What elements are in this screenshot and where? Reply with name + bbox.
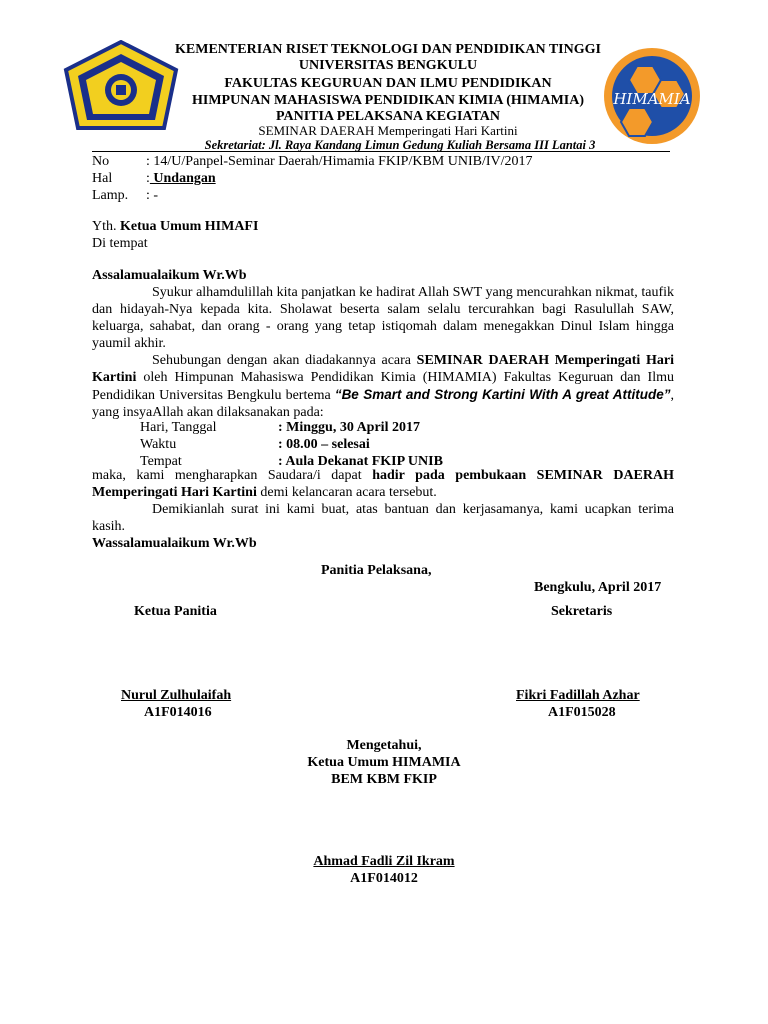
head-name-wrap [284, 853, 484, 870]
event-place-value: : Aula Dekanat FKIP UNIB [278, 454, 443, 469]
head-name: Ahmad Fadli Zil Ikram [313, 854, 455, 869]
header-divider [92, 151, 670, 152]
event-time-label: Waktu [140, 437, 177, 452]
head-title: Ketua Umum HIMAMIA [307, 755, 461, 770]
event-name: SEMINAR DAERAH Memperingati Hari Kartini [92, 353, 674, 385]
recipient-line [92, 218, 258, 235]
p2-text-a: Sehubungan dengan akan diadakannya acara [152, 353, 417, 368]
meta-hal-label: Hal [92, 171, 113, 186]
paragraph-request [92, 467, 674, 501]
head-id: A1F014012 [350, 871, 418, 886]
event-day-label: Hari, Tanggal [140, 420, 217, 435]
header-event: SEMINAR DAERAH Memperingati Hari Kartini [258, 123, 518, 138]
meta-no-label: No [92, 154, 110, 169]
paragraph-closing: Demikianlah surat ini kami buat, atas bantuan dan kerjasamanya, kami ucapkan terima kasih. [92, 502, 674, 534]
paragraph-opening: Syukur alhamdulillah kita panjatkan ke hadirat Allah SWT yang mencurahkan nikmat, taufik dan hidayah-Nya kepada kita. Sholawat beserta salam selalu tercurahkan bagi Rasulullah SAW, keluarga, sahabat, dan orang - orang yang tetap istiqomah dalam menegakkan Dinul Islam hingga yaumil akhir. [92, 285, 674, 351]
p2-text-c: oleh Himpunan Mahasiswa Pendidikan Kimia (HIMAMIA) Fakultas Keguruan dan Ilmu Pendidikan Universitas Bengkulu bertema [92, 370, 674, 403]
event-place-label: Tempat [140, 454, 182, 469]
closing-salutation: Wassalamualaikum Wr.Wb [92, 536, 257, 551]
svg-text:HIMAMIA: HIMAMIA [613, 90, 691, 108]
secretary-id: A1F015028 [548, 705, 616, 720]
meta-lamp-label: Lamp. [92, 188, 129, 203]
header-university: UNIVERSITAS BENGKULU [298, 58, 478, 73]
meta-hal-value [146, 170, 216, 187]
place-date: Bengkulu, April 2017 [534, 580, 662, 595]
paragraph-invitation [92, 352, 674, 421]
header-faculty: FAKULTAS KEGURUAN DAN ILMU PENDIDIKAN [224, 76, 552, 91]
header-organization: HIMPUNAN MAHASISWA PENDIDIKAN KIMIA (HIMAMIA) [192, 93, 584, 108]
meta-no-value: : 14/U/Panpel-Seminar Daerah/Himamia FKIP/KBM UNIB/IV/2017 [146, 154, 533, 169]
secretary-title: Sekretaris [551, 604, 613, 619]
recipient-prefix: Yth. [92, 219, 120, 234]
event-day-value: : Minggu, 30 April 2017 [278, 420, 420, 435]
meta-hal-subject: Undangan [149, 171, 216, 186]
p3-highlight: hadir pada pembukaan SEMINAR DAERAH Memperingati Hari Kartini [92, 468, 674, 500]
header-committee: PANITIA PELAKSANA KEGIATAN [275, 109, 501, 124]
chair-title: Ketua Panitia [134, 604, 217, 619]
event-theme: “Be Smart and Strong Kartini With A great Attitude” [334, 387, 671, 402]
head-organization: BEM KBM FKIP [331, 772, 437, 787]
p3-text-a: maka, kami mengharapkan Saudara/i dapat [92, 468, 373, 483]
chair-name: Nurul Zulhulaifah [121, 688, 232, 703]
recipient-place: Di tempat [92, 236, 148, 251]
secretary-name: Fikri Fadillah Azhar [516, 688, 640, 703]
recipient-name: Ketua Umum HIMAFI [120, 219, 259, 234]
chair-id: A1F014016 [144, 705, 212, 720]
p3-text-c: demi kelancaran acara tersebut. [256, 485, 437, 500]
header-secretariat: Sekretariat: Jl. Raya Kandang Limun Gedung Kuliah Bersama III Lantai 3 [204, 138, 596, 152]
acknowledged-label: Mengetahui, [346, 738, 422, 753]
meta-lamp-value: : - [146, 188, 159, 203]
meta-hal-colon: : [146, 171, 150, 186]
committee-label: Panitia Pelaksana, [321, 563, 432, 578]
greeting: Assalamualaikum Wr.Wb [92, 268, 247, 283]
p2-text-e: , yang insyaAllah akan dilaksanakan pada: [92, 388, 674, 420]
header-ministry: KEMENTERIAN RISET TEKNOLOGI DAN PENDIDIKAN TINGGI [175, 42, 601, 57]
event-time-value: : 08.00 – selesai [278, 437, 370, 452]
